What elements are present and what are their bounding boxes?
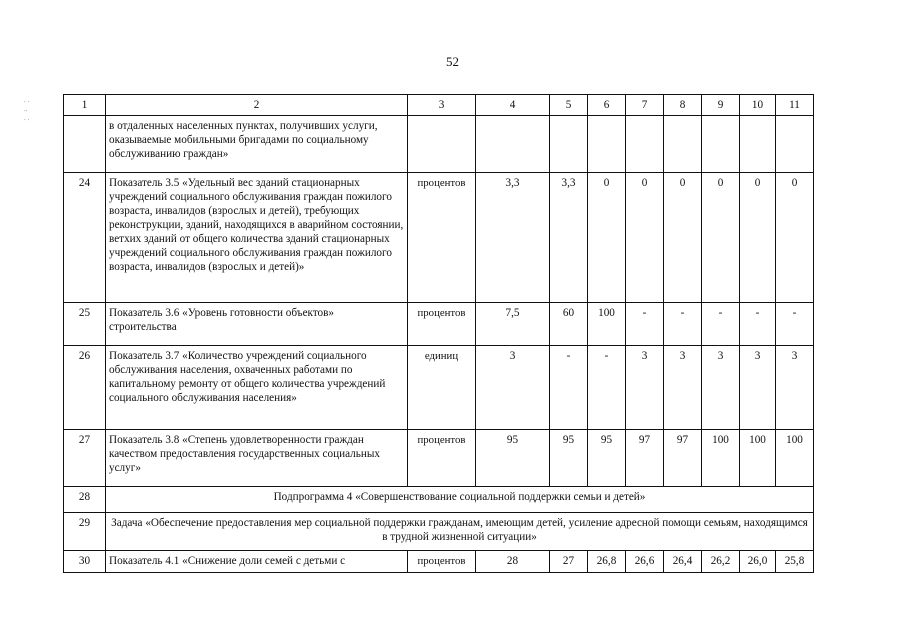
value-cell: 26,6: [626, 551, 664, 573]
value-cell: 3,3: [476, 173, 550, 303]
row-number: [64, 116, 106, 173]
header-cell: 3: [408, 95, 476, 116]
indicator-description: Показатель 3.6 «Уровень готовности объектов» строительства: [106, 303, 408, 346]
value-cell: [626, 116, 664, 173]
table-row: [64, 116, 814, 173]
value-cell: 3: [702, 346, 740, 430]
subprogram-row: [64, 487, 814, 513]
table-row: [64, 430, 814, 487]
task-title: Задача «Обеспечение предоставления мер социальной поддержки гражданам, имеющим детей, усиление адресной помощи семьям, находящимся в трудной жизненной ситуации»: [106, 513, 814, 551]
value-cell: 25,8: [776, 551, 814, 573]
row-number: 30: [64, 551, 106, 573]
header-cell: 6: [588, 95, 626, 116]
unit-cell: процентов: [408, 430, 476, 487]
indicator-description: в отдаленных населенных пунктах, получивших услуги, оказываемые мобильными бригадами по социальному обслуживанию граждан»: [106, 116, 408, 173]
indicator-description: Показатель 3.8 «Степень удовлетворенности граждан качеством предоставления государственных социальных услуг»: [106, 430, 408, 487]
task-row: [64, 513, 814, 551]
value-cell: [776, 116, 814, 173]
value-cell: [740, 116, 776, 173]
value-cell: 100: [740, 430, 776, 487]
value-cell: 0: [776, 173, 814, 303]
value-cell: 97: [664, 430, 702, 487]
row-number: 29: [64, 513, 106, 551]
value-cell: 100: [588, 303, 626, 346]
row-number: 25: [64, 303, 106, 346]
header-cell: 5: [550, 95, 588, 116]
value-cell: -: [588, 346, 626, 430]
value-cell: 27: [550, 551, 588, 573]
value-cell: 28: [476, 551, 550, 573]
value-cell: 26,2: [702, 551, 740, 573]
value-cell: 0: [702, 173, 740, 303]
unit-cell: процентов: [408, 551, 476, 573]
value-cell: [664, 116, 702, 173]
header-cell: 8: [664, 95, 702, 116]
value-cell: [550, 116, 588, 173]
row-number: 27: [64, 430, 106, 487]
table-row: [64, 303, 814, 346]
value-cell: 3: [776, 346, 814, 430]
value-cell: 3: [664, 346, 702, 430]
indicator-description: Показатель 3.7 «Количество учреждений социального обслуживания населения, охваченных работами по капитальному ремонту от общего количества учреждений социального обслуживания населения»: [106, 346, 408, 430]
value-cell: 3: [740, 346, 776, 430]
value-cell: [588, 116, 626, 173]
page-number: 52: [446, 54, 459, 69]
header-row: [64, 95, 814, 116]
value-cell: 97: [626, 430, 664, 487]
value-cell: 3: [476, 346, 550, 430]
margin-scan-marks: ∙ ∙ ∙∙ ∙ ∙: [24, 98, 30, 124]
value-cell: 95: [476, 430, 550, 487]
header-cell: 4: [476, 95, 550, 116]
header-cell: 10: [740, 95, 776, 116]
value-cell: -: [550, 346, 588, 430]
value-cell: 0: [664, 173, 702, 303]
value-cell: 26,0: [740, 551, 776, 573]
unit-cell: [408, 116, 476, 173]
table-row: [64, 173, 814, 303]
unit-cell: процентов: [408, 303, 476, 346]
value-cell: 100: [702, 430, 740, 487]
value-cell: -: [776, 303, 814, 346]
table-row: [64, 346, 814, 430]
unit-cell: единиц: [408, 346, 476, 430]
value-cell: 3: [626, 346, 664, 430]
value-cell: 3,3: [550, 173, 588, 303]
value-cell: 60: [550, 303, 588, 346]
value-cell: -: [664, 303, 702, 346]
indicator-description: Показатель 4.1 «Снижение доли семей с детьми с: [106, 551, 408, 573]
value-cell: -: [740, 303, 776, 346]
value-cell: -: [626, 303, 664, 346]
value-cell: 100: [776, 430, 814, 487]
value-cell: 0: [588, 173, 626, 303]
indicators-table: [63, 94, 814, 573]
value-cell: [476, 116, 550, 173]
subprogram-title: Подпрограмма 4 «Совершенствование социальной поддержки семьи и детей»: [106, 487, 814, 513]
value-cell: 26,8: [588, 551, 626, 573]
header-cell: 9: [702, 95, 740, 116]
value-cell: 26,4: [664, 551, 702, 573]
header-cell: 11: [776, 95, 814, 116]
value-cell: 7,5: [476, 303, 550, 346]
row-number: 26: [64, 346, 106, 430]
table-row: [64, 551, 814, 573]
row-number: 24: [64, 173, 106, 303]
unit-cell: процентов: [408, 173, 476, 303]
row-number: 28: [64, 487, 106, 513]
value-cell: [702, 116, 740, 173]
value-cell: 0: [626, 173, 664, 303]
value-cell: 95: [588, 430, 626, 487]
header-cell: 7: [626, 95, 664, 116]
value-cell: 95: [550, 430, 588, 487]
indicator-description: Показатель 3.5 «Удельный вес зданий стационарных учреждений социального обслуживания граждан пожилого возраста, инвалидов (взрослых и детей), требующих реконструкции, зданий, находящихся в аварийном состоянии, ветхих зданий от общего количества зданий стационарных учреждений социального обслуживания граждан пожилого возраста, инвалидов (взрослых и детей)»: [106, 173, 408, 303]
value-cell: -: [702, 303, 740, 346]
header-cell: 2: [106, 95, 408, 116]
value-cell: 0: [740, 173, 776, 303]
header-cell: 1: [64, 95, 106, 116]
